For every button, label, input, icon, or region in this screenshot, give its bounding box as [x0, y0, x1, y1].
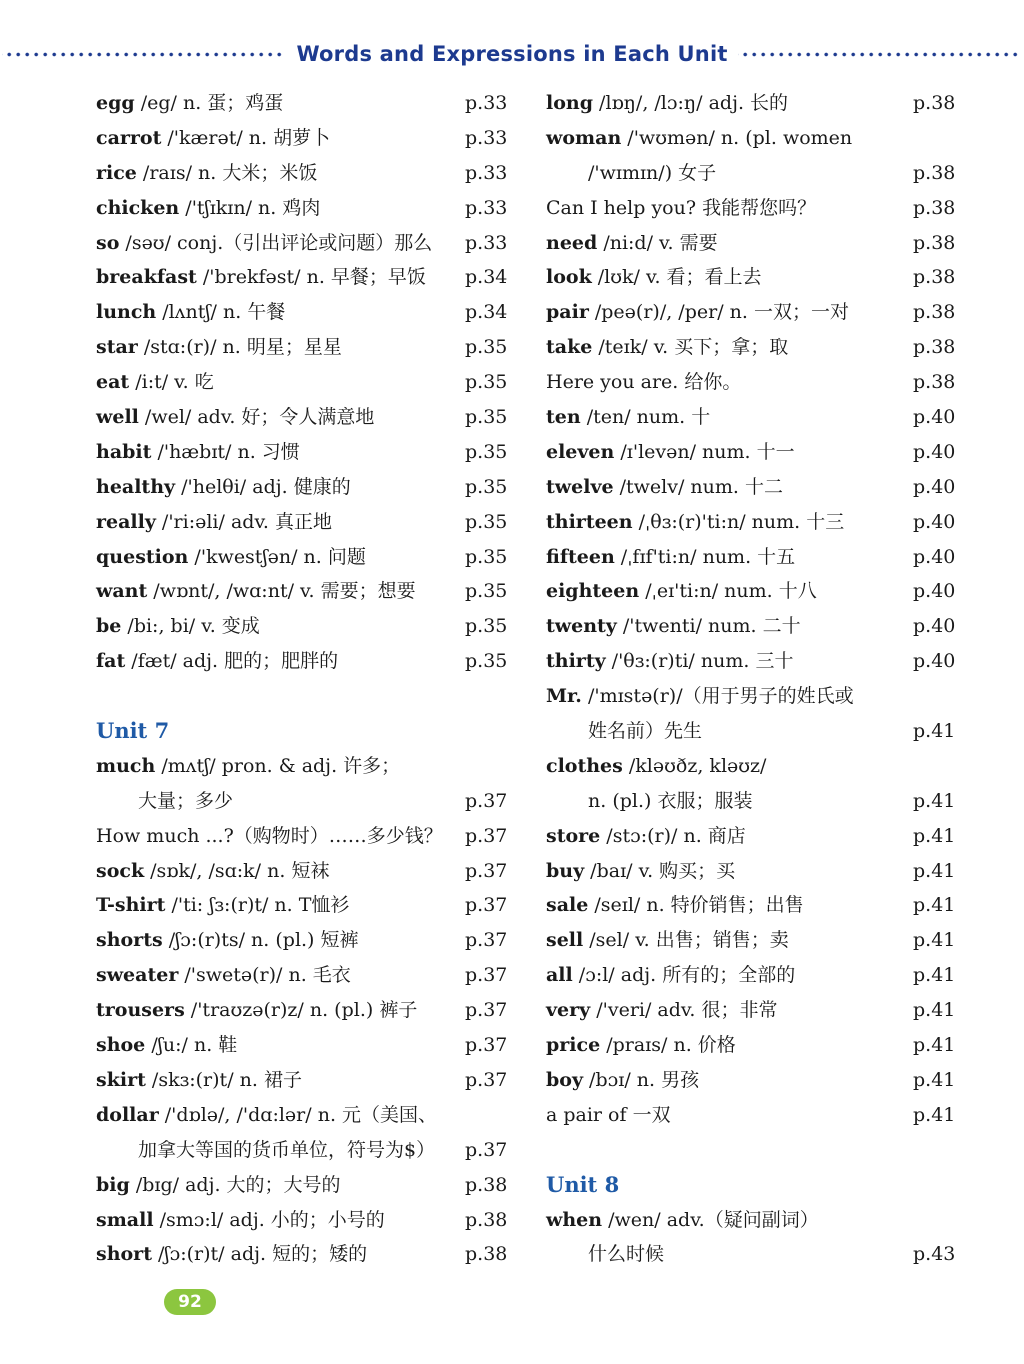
entry-word: look [546, 266, 592, 289]
entry-definition: /ɔ:l/ adj. 所有的；全部的 [572, 964, 796, 987]
entry-definition: /i:t/ v. 吃 [129, 371, 214, 394]
vocab-entry [96, 993, 516, 1028]
entry-definition: /'veri/ adv. 很；非常 [590, 999, 778, 1022]
vocab-entry [546, 540, 966, 575]
entry-word: be [96, 615, 122, 638]
entry-word: habit [96, 440, 152, 463]
vocab-entry-continuation [96, 784, 516, 819]
entry-word: much [96, 754, 156, 777]
entry-word: sell [546, 929, 584, 952]
vocab-entry [96, 191, 516, 226]
entry-definition: /'kwestʃən/ n. 问题 [188, 545, 366, 568]
entry-page-ref: p.40 [913, 580, 956, 603]
entry-definition: /fæt/ adj. 肥的；肥胖的 [125, 650, 339, 673]
entry-word: fifteen [546, 545, 615, 568]
entry-continuation-text: 加拿大等国的货币单位，符号为$） [138, 1138, 436, 1161]
entry-word: small [96, 1208, 154, 1231]
vocab-entry [96, 540, 516, 575]
entry-word: rice [96, 161, 137, 184]
entry-page-ref: p.41 [913, 929, 956, 952]
vocab-entry [96, 435, 516, 470]
entry-word: short [96, 1243, 152, 1266]
vocab-entry [546, 644, 966, 679]
entry-definition: /smɔ:l/ adj. 小的；小号的 [153, 1208, 385, 1231]
header-title: Words and Expressions in Each Unit [296, 42, 728, 66]
entry-word: long [546, 92, 593, 114]
entry-definition: /ni:d/ v. 需要 [597, 231, 718, 254]
vocab-entry [96, 609, 516, 644]
entry-word: very [546, 999, 591, 1022]
vocab-entry [96, 1237, 516, 1272]
entry-page-ref: p.41 [913, 824, 956, 847]
entry-word: sweater [96, 964, 179, 987]
entry-page-ref: p.37 [465, 824, 508, 847]
entry-definition: /ʃɔ:(r)ts/ n. (pl.) 短裤 [162, 929, 359, 952]
vocab-entry-continuation [546, 714, 966, 749]
entry-definition: /wɒnt/, /wɑ:nt/ v. 需要；想要 [147, 580, 416, 603]
entry-definition: /raɪs/ n. 大米；米饭 [136, 161, 318, 184]
vocab-entry [546, 819, 966, 854]
entry-page-ref: p.38 [913, 92, 956, 114]
entry-definition: /lʌntʃ/ n. 午餐 [156, 301, 286, 324]
section-gap [96, 679, 516, 714]
vocab-entry [96, 156, 516, 191]
entry-word: thirty [546, 650, 606, 673]
entry-page-ref: p.33 [465, 92, 508, 114]
vocab-entry [96, 86, 516, 121]
entry-page-ref: p.41 [913, 1068, 956, 1091]
vocab-entry [96, 121, 516, 156]
entry-definition: /seɪl/ n. 特价销售；出售 [588, 894, 804, 917]
entry-page-ref: p.38 [913, 371, 956, 394]
entry-word: Mr. [546, 685, 582, 708]
entry-word: chicken [96, 196, 180, 219]
vocab-entry [96, 226, 516, 261]
vocab-entry [546, 505, 966, 540]
entry-word: boy [546, 1068, 583, 1091]
entry-definition: /'swetə(r)/ n. 毛衣 [178, 964, 351, 987]
entry-word: twenty [546, 615, 617, 638]
section-gap [546, 1133, 966, 1168]
entry-page-ref: p.35 [465, 650, 508, 673]
entry-word: store [546, 824, 601, 847]
entry-definition: /sɒk/, /sɑ:k/ n. 短袜 [144, 859, 330, 882]
entry-page-ref: p.34 [465, 301, 508, 324]
entry-word: dollar [96, 1103, 159, 1126]
entry-page-ref: p.38 [465, 1243, 508, 1266]
header-dotted-rule-left [2, 52, 286, 57]
vocab-entry [96, 854, 516, 889]
entry-definition: /ˌfɪf'ti:n/ num. 十五 [614, 545, 796, 568]
vocab-entry [546, 1063, 966, 1098]
header-dotted-rule-right [738, 52, 1022, 57]
entry-page-ref: p.38 [913, 336, 956, 359]
vocab-entry [546, 191, 966, 226]
entry-continuation-text: 大量；多少 [138, 789, 234, 812]
entry-definition: /'helθi/ adj. 健康的 [175, 475, 351, 498]
entry-page-ref: p.41 [913, 964, 956, 987]
unit-heading: Unit 7 [96, 718, 170, 744]
vocab-entry [96, 958, 516, 993]
entry-definition: How much ...?（购物时）……多少钱？ [96, 824, 443, 847]
entry-page-ref: p.40 [913, 406, 956, 429]
vocab-entry [546, 330, 966, 365]
entry-definition: /teɪk/ v. 买下；拿；取 [592, 336, 789, 359]
entry-page-ref: p.35 [465, 545, 508, 568]
entry-definition: /sel/ v. 出售；销售；卖 [583, 929, 789, 952]
entry-word: big [96, 1173, 130, 1196]
entry-definition: /ten/ num. 十 [580, 406, 711, 429]
entry-word: sock [96, 859, 145, 882]
entry-word: take [546, 336, 593, 359]
entry-page-ref: p.38 [913, 301, 956, 324]
entry-definition: /'θɜ:(r)ti/ num. 三十 [605, 650, 794, 673]
entry-definition: Can I help you? 我能帮您吗？ [546, 196, 817, 219]
entry-page-ref: p.35 [465, 440, 508, 463]
vocab-entry [546, 470, 966, 505]
entry-definition: /ˌθɜ:(r)'ti:n/ num. 十三 [632, 510, 845, 533]
entry-word: shoe [96, 1034, 146, 1057]
entry-definition: /'twenti/ num. 二十 [616, 615, 801, 638]
entry-definition: /ʃu:/ n. 鞋 [145, 1034, 238, 1057]
entry-page-ref: p.35 [465, 406, 508, 429]
vocab-entry [96, 923, 516, 958]
vocab-entry [96, 1168, 516, 1203]
vocab-entry [96, 330, 516, 365]
vocab-entry [546, 574, 966, 609]
entry-word: healthy [96, 475, 176, 498]
entry-word: price [546, 1034, 601, 1057]
entry-definition: a pair of 一双 [546, 1103, 671, 1126]
vocab-entry [96, 470, 516, 505]
entry-page-ref: p.43 [913, 1243, 956, 1266]
entry-word: pair [546, 301, 589, 324]
entry-definition: /'tʃɪkɪn/ n. 鸡肉 [179, 196, 321, 219]
vocab-entry [546, 295, 966, 330]
entry-continuation-text: 姓名前）先生 [588, 720, 703, 743]
entry-definition: /'traʊzə(r)z/ n. (pl.) 裤子 [184, 999, 418, 1022]
entry-word: ten [546, 406, 581, 429]
entry-definition: /'kærət/ n. 胡萝卜 [161, 126, 331, 149]
entry-word: eighteen [546, 580, 640, 603]
vocab-entry-continuation [546, 156, 966, 191]
entry-page-ref: p.38 [465, 1173, 508, 1196]
entry-definition: /bɔɪ/ n. 男孩 [583, 1068, 700, 1091]
entry-definition: /'mɪstə(r)/（用于男子的姓氏或 [581, 685, 854, 708]
vocab-entry [96, 1063, 516, 1098]
vocab-entry [546, 400, 966, 435]
vocab-entry [546, 888, 966, 923]
entry-definition: /'wʊmən/ n. (pl. women [621, 126, 853, 149]
entry-page-ref: p.41 [913, 1034, 956, 1057]
entry-word: really [96, 510, 156, 533]
left-column [96, 86, 516, 1272]
entry-continuation-text: /'wɪmɪn/) 女子 [588, 161, 717, 184]
entry-word: when [546, 1208, 603, 1231]
vocab-entry-continuation [96, 1133, 516, 1168]
entry-word: skirt [96, 1068, 146, 1091]
vocab-entry [96, 1028, 516, 1063]
entry-page-ref: p.41 [913, 859, 956, 882]
vocab-entry [546, 121, 966, 156]
entry-definition: /stɑ:(r)/ n. 明星；星星 [137, 336, 342, 359]
entry-page-ref: p.40 [913, 650, 956, 673]
entry-word: fat [96, 650, 126, 673]
entry-page-ref: p.37 [465, 894, 508, 917]
entry-continuation-text: 什么时候 [588, 1243, 665, 1266]
vocab-entry [96, 400, 516, 435]
entry-definition: /wel/ adv. 好；令人满意地 [138, 406, 375, 429]
entry-word: eat [96, 371, 130, 394]
entry-definition: /skɜ:(r)t/ n. 裙子 [145, 1068, 302, 1091]
entry-page-ref: p.35 [465, 336, 508, 359]
entry-word: thirteen [546, 510, 633, 533]
entry-word: twelve [546, 475, 614, 498]
entry-page-ref: p.37 [465, 1138, 508, 1161]
vocab-entry-continuation [546, 1237, 966, 1272]
vocab-entry [546, 1028, 966, 1063]
entry-definition: /'dɒlə/, /'dɑ:lər/ n. 元（美国、 [158, 1103, 438, 1126]
entry-definition: Here you are. 给你。 [546, 371, 742, 394]
entry-definition: /stɔ:(r)/ n. 商店 [600, 824, 746, 847]
entry-word: carrot [96, 126, 162, 149]
vocab-entry [96, 1203, 516, 1238]
entry-continuation-text: n. (pl.) 衣服；服装 [588, 789, 753, 812]
entry-page-ref: p.38 [913, 161, 956, 184]
entry-page-ref: p.38 [913, 266, 956, 289]
vocab-entry [96, 1098, 516, 1133]
vocab-entry [546, 435, 966, 470]
vocab-entry [546, 993, 966, 1028]
right-column [546, 86, 966, 1272]
entry-page-ref: p.37 [465, 929, 508, 952]
entry-definition: /bi:, bi/ v. 变成 [121, 615, 260, 638]
entry-definition: /'hæbɪt/ n. 习惯 [151, 440, 300, 463]
entry-page-ref: p.37 [465, 1068, 508, 1091]
entry-page-ref: p.37 [465, 999, 508, 1022]
entry-page-ref: p.40 [913, 545, 956, 568]
entry-page-ref: p.33 [465, 161, 508, 184]
page-number-badge: 92 [164, 1289, 216, 1315]
entry-page-ref: p.35 [465, 510, 508, 533]
entry-page-ref: p.41 [913, 789, 956, 812]
entry-word: woman [546, 126, 622, 149]
entry-definition: /'ri:əli/ adv. 真正地 [155, 510, 333, 533]
entry-word: sale [546, 894, 589, 917]
entry-word: need [546, 231, 598, 254]
entry-word: eleven [546, 440, 615, 463]
entry-word: shorts [96, 929, 163, 952]
entry-definition: /lɒŋ/, /lɔ:ŋ/ adj. 长的 [593, 92, 789, 114]
entry-definition: /səʊ/ conj.（引出评论或问题）那么 [119, 231, 433, 254]
entry-word: want [96, 580, 148, 603]
entry-page-ref: p.41 [913, 1103, 956, 1126]
entry-page-ref: p.41 [913, 720, 956, 743]
vocab-entry [96, 644, 516, 679]
entry-word: breakfast [96, 266, 197, 289]
vocab-entry [546, 260, 966, 295]
entry-definition: /wen/ adv.（疑问副词） [602, 1208, 819, 1231]
entry-definition: /bɪg/ adj. 大的；大号的 [129, 1173, 341, 1196]
entry-page-ref: p.40 [913, 440, 956, 463]
entry-page-ref: p.35 [465, 615, 508, 638]
entry-definition: /lʊk/ v. 看；看上去 [591, 266, 762, 289]
entry-page-ref: p.40 [913, 510, 956, 533]
entry-definition: /praɪs/ n. 价格 [600, 1034, 736, 1057]
entry-page-ref: p.37 [465, 1034, 508, 1057]
vocab-entry [546, 854, 966, 889]
entry-page-ref: p.40 [913, 615, 956, 638]
entry-word: buy [546, 859, 585, 882]
entry-word: lunch [96, 301, 157, 324]
vocab-entry [96, 505, 516, 540]
entry-definition: /peə(r)/, /per/ n. 一双；一对 [588, 301, 849, 324]
vocab-entry [546, 749, 966, 784]
entry-word: all [546, 964, 573, 987]
vocab-entry [546, 1203, 966, 1238]
entry-page-ref: p.33 [465, 196, 508, 219]
entry-page-ref: p.40 [913, 475, 956, 498]
vocab-entry [96, 749, 516, 784]
vocab-entry [96, 819, 516, 854]
entry-page-ref: p.41 [913, 999, 956, 1022]
vocab-entry [96, 888, 516, 923]
entry-word: well [96, 406, 139, 429]
entry-definition: /eg/ n. 蛋；鸡蛋 [134, 92, 284, 114]
entry-word: trousers [96, 999, 185, 1022]
vocab-entry [546, 1098, 966, 1133]
entry-word: T-shirt [96, 894, 166, 917]
entry-definition: /'ti: ʃɜ:(r)t/ n. T恤衫 [165, 894, 350, 917]
entry-page-ref: p.34 [465, 266, 508, 289]
entry-page-ref: p.35 [465, 371, 508, 394]
entry-word: egg [96, 92, 135, 114]
entry-page-ref: p.38 [913, 231, 956, 254]
vocab-entry [546, 923, 966, 958]
entry-page-ref: p.37 [465, 859, 508, 882]
entry-definition: /ˌeɪ'ti:n/ num. 十八 [639, 580, 817, 603]
vocab-entry [546, 679, 966, 714]
entry-page-ref: p.37 [465, 964, 508, 987]
entry-word: clothes [546, 754, 623, 777]
entry-definition: /baɪ/ v. 购买；买 [584, 859, 736, 882]
vocab-entry [546, 86, 966, 121]
entry-definition: /'brekfəst/ n. 早餐；早饭 [196, 266, 426, 289]
entry-word: so [96, 231, 120, 254]
entry-definition: /mʌtʃ/ pron. & adj. 许多； [155, 754, 401, 777]
entry-word: star [96, 336, 138, 359]
vocab-entry [546, 609, 966, 644]
entry-page-ref: p.38 [913, 196, 956, 219]
vocab-entry [96, 574, 516, 609]
entry-definition: /ʃɔ:(r)t/ adj. 短的；矮的 [151, 1243, 368, 1266]
page-header [0, 36, 1024, 72]
vocab-entry [96, 260, 516, 295]
entry-page-ref: p.33 [465, 126, 508, 149]
vocab-entry [546, 365, 966, 400]
entry-page-ref: p.41 [913, 894, 956, 917]
unit-heading: Unit 8 [546, 1171, 620, 1197]
entry-page-ref: p.33 [465, 231, 508, 254]
vocab-entry [96, 295, 516, 330]
vocab-entry [96, 365, 516, 400]
entry-definition: /twelv/ num. 十二 [613, 475, 783, 498]
entry-definition: /ɪ'levən/ num. 十一 [614, 440, 795, 463]
entry-word: question [96, 545, 189, 568]
vocab-entry [546, 958, 966, 993]
entry-page-ref: p.38 [465, 1208, 508, 1231]
entry-page-ref: p.35 [465, 580, 508, 603]
entry-definition: /kləʊðz, kləʊz/ [622, 754, 767, 777]
vocab-entry-continuation [546, 784, 966, 819]
entry-page-ref: p.35 [465, 475, 508, 498]
entry-page-ref: p.37 [465, 789, 508, 812]
vocab-entry [546, 226, 966, 261]
